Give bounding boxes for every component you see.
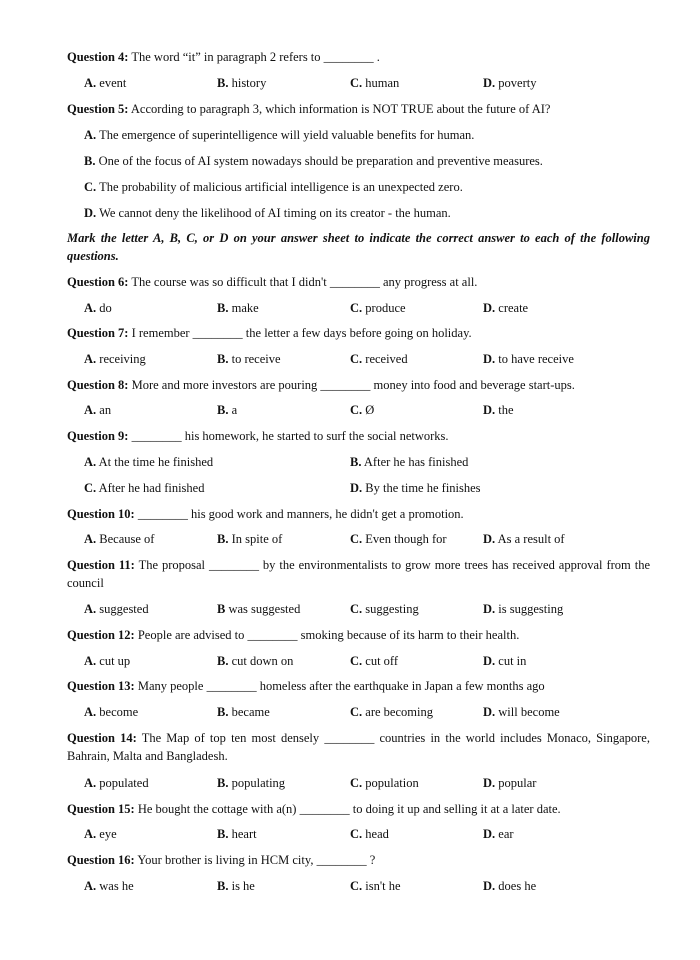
question-text: The word “it” in paragraph 2 refers to ________ .: [131, 50, 380, 64]
option-b: B was suggested: [217, 602, 301, 616]
option-d: D. is suggesting: [483, 602, 564, 616]
option-d: D. the: [483, 403, 514, 417]
question-text: Your brother is living in HCM city, ________ ?: [137, 853, 376, 867]
question-text: ________ his homework, he started to surf the social networks.: [131, 429, 449, 443]
question-label: Question 11:: [67, 558, 135, 572]
option-a: A. The emergence of superintelligence will yield valuable benefits for human.: [84, 128, 475, 142]
option-b: B. make: [217, 301, 259, 315]
option-d: D. By the time he finishes: [350, 481, 481, 495]
question-label: Question 5:: [67, 102, 129, 116]
option-c: C. human: [350, 76, 400, 90]
option-b: B. became: [217, 705, 270, 719]
question-text: He bought the cottage with a(n) ________ to doing it up and selling it at a later date.: [137, 802, 561, 816]
question-14: [67, 729, 650, 765]
option-b: B. One of the focus of AI system nowadays should be preparation and preventive measures.: [84, 154, 543, 168]
question-13: [67, 677, 650, 695]
option-c: C. After he had finished: [84, 481, 205, 495]
option-d: D. to have receive: [483, 352, 574, 366]
question-text: I remember ________ the letter a few days before going on holiday.: [131, 326, 472, 340]
option-b: B. After he has finished: [350, 455, 469, 469]
option-b: B. a: [217, 403, 238, 417]
question-text: More and more investors are pouring ________ money into food and beverage start-ups.: [131, 378, 575, 392]
question-label: Question 8:: [67, 378, 129, 392]
question-11: [67, 556, 650, 592]
option-d: D. popular: [483, 776, 537, 790]
option-d: D. create: [483, 301, 529, 315]
option-b: B. cut down on: [217, 654, 294, 668]
option-d: D. does he: [483, 879, 537, 893]
question-9: [67, 427, 650, 445]
question-12: [67, 626, 650, 644]
question-text: The Map of top ten most densely ________ countries in the world includes Monaco, Singapore, Bahrain, Malta and Bangladesh.: [67, 731, 650, 763]
option-c: C. suggesting: [350, 602, 419, 616]
option-d: D. As a result of: [483, 532, 565, 546]
option-c: C. head: [350, 827, 389, 841]
question-10: [67, 505, 650, 523]
question-label: Question 7:: [67, 326, 129, 340]
option-c: C. Even though for: [350, 532, 447, 546]
question-text: Many people ________ homeless after the earthquake in Japan a few months ago: [137, 679, 545, 693]
question-label: Question 6:: [67, 275, 129, 289]
option-a: A. Because of: [84, 532, 155, 546]
question-text: The proposal ________ by the environmentalists to grow more trees has received approval from the council: [67, 558, 650, 590]
option-d: D. poverty: [483, 76, 537, 90]
option-b: B. to receive: [217, 352, 281, 366]
option-a: A. eye: [84, 827, 117, 841]
question-text: The course was so difficult that I didn't ________ any progress at all.: [131, 275, 478, 289]
question-text: People are advised to ________ smoking because of its harm to their health.: [137, 628, 520, 642]
option-a: A. become: [84, 705, 139, 719]
option-a: A. At the time he finished: [84, 455, 214, 469]
option-b: B. In spite of: [217, 532, 283, 546]
question-4: [67, 48, 650, 66]
option-a: A. an: [84, 403, 112, 417]
option-d: D. cut in: [483, 654, 527, 668]
option-a: A. populated: [84, 776, 149, 790]
option-c: C. isn't he: [350, 879, 401, 893]
option-c: C. Ø: [350, 403, 375, 417]
question-label: Question 4:: [67, 50, 129, 64]
question-15: [67, 800, 650, 818]
option-a: A. do: [84, 301, 112, 315]
question-7: [67, 324, 650, 342]
option-b: B. populating: [217, 776, 286, 790]
option-c: C. received: [350, 352, 408, 366]
option-b: B. history: [217, 76, 267, 90]
question-text: According to paragraph 3, which information is NOT TRUE about the future of AI?: [130, 102, 551, 116]
option-d: D. We cannot deny the likelihood of AI timing on its creator - the human.: [84, 206, 451, 220]
question-label: Question 16:: [67, 853, 135, 867]
option-d: D. will become: [483, 705, 560, 719]
question-16: [67, 851, 650, 869]
question-6: [67, 273, 650, 291]
option-b: B. is he: [217, 879, 255, 893]
question-label: Question 15:: [67, 802, 135, 816]
option-c: C. cut off: [350, 654, 399, 668]
question-label: Question 14:: [67, 731, 137, 745]
question-label: Question 12:: [67, 628, 135, 642]
option-d: D. ear: [483, 827, 514, 841]
option-a: A. suggested: [84, 602, 149, 616]
option-c: C. population: [350, 776, 419, 790]
option-c: C. are becoming: [350, 705, 433, 719]
question-label: Question 10:: [67, 507, 135, 521]
question-8: [67, 376, 650, 394]
section-instruction: Mark the letter A, B, C, or D on your answer sheet to indicate the correct answer to each of the following questions.: [67, 231, 650, 263]
question-label: Question 9:: [67, 429, 129, 443]
question-5: [67, 100, 650, 118]
question-label: Question 13:: [67, 679, 135, 693]
option-c: C. The probability of malicious artificial intelligence is an unexpected zero.: [84, 180, 463, 194]
option-c: C. produce: [350, 301, 406, 315]
option-a: A. event: [84, 76, 127, 90]
option-a: A. was he: [84, 879, 134, 893]
question-text: ________ his good work and manners, he didn't get a promotion.: [137, 507, 464, 521]
option-a: A. cut up: [84, 654, 131, 668]
option-b: B. heart: [217, 827, 257, 841]
option-a: A. receiving: [84, 352, 146, 366]
